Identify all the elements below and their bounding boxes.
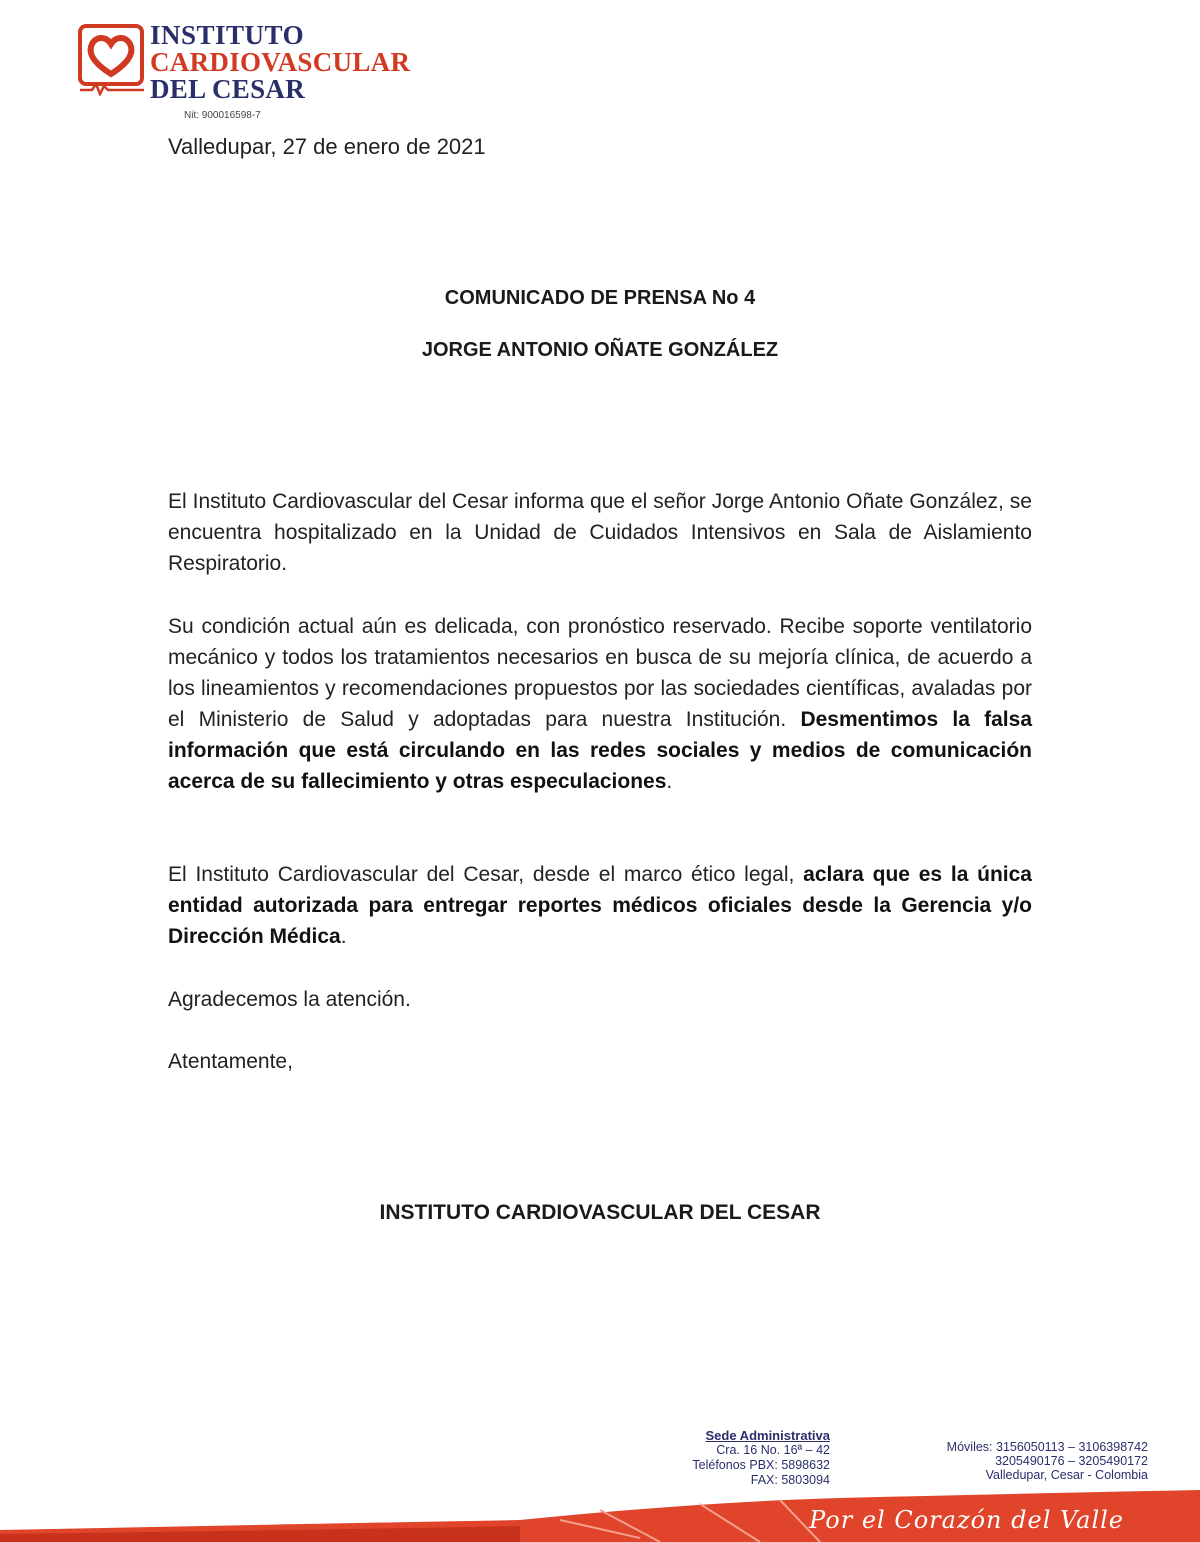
letter-date: Valledupar, 27 de enero de 2021 (168, 134, 486, 159)
paragraph-thanks: Agradecemos la atención. (168, 988, 411, 1011)
press-release-subject: JORGE ANTONIO OÑATE GONZÁLEZ (421, 339, 779, 361)
signature-institution: INSTITUTO CARDIOVASCULAR DEL CESAR (379, 1201, 821, 1224)
footer-admin-block (640, 1428, 830, 1488)
footer-admin-heading: Sede Administrativa (705, 1428, 830, 1443)
footer-phones-block (850, 1440, 1148, 1482)
logo-line-del-cesar: DEL CESAR (150, 74, 305, 104)
condition-denial-bold: Desmentimos la falsa información que está circulando en las redes sociales y medios de comunicación acerca de su fallecimiento y otras especulaciones (168, 708, 1032, 793)
closing-salutation: Atentamente, (168, 1050, 293, 1073)
paragraph-hospitalization: El Instituto Cardiovascular del Cesar informa que el señor Jorge Antonio Oñate González, se encuentra hospitalizado en la Unidad de Cuidados Intensivos en Sala de Aislamiento Respiratorio. (168, 490, 1032, 575)
authority-bold: aclara que es la única entidad autorizada para entregar reportes médicos oficiales desde la Gerencia y/o Dirección Médica (168, 863, 1032, 948)
authority-text: El Instituto Cardiovascular del Cesar, desde el marco ético legal, (168, 863, 804, 886)
footer-city: Valledupar, Cesar - Colombia (985, 1468, 1148, 1482)
footer-pbx: Teléfonos PBX: 5898632 (692, 1458, 830, 1472)
institution-logo (78, 22, 418, 132)
heart-logo-icon (78, 24, 148, 96)
footer-mobiles-2: 3205490176 – 3205490172 (995, 1454, 1148, 1468)
footer-fax: FAX: 5803094 (750, 1473, 830, 1487)
logo-line-instituto: INSTITUTO (150, 20, 305, 50)
logo-wordmark (150, 22, 410, 103)
press-release-title: COMUNICADO DE PRENSA No 4 (444, 287, 756, 309)
authority-end: . (340, 925, 347, 948)
logo-line-cardiovascular: CARDIOVASCULAR (150, 47, 411, 77)
paragraph-authority (168, 859, 1032, 952)
condition-text: Su condición actual aún es delicada, con pronóstico reservado. Recibe soporte ventilatorio mecánico y todos los tratamientos necesarios en busca de su mejoría clínica, de acuerdo a los lineamientos y recomendaciones propuestos por las sociedades científicas, avaladas por el Ministerio de Salud y adoptadas para nuestra Institución. (168, 615, 1032, 731)
footer-address: Cra. 16 No. 16ª – 42 (716, 1443, 830, 1457)
footer-mobiles-1: Móviles: 3156050113 – 3106398742 (946, 1440, 1148, 1454)
footer-slogan: Por el Corazón del Valle (809, 1506, 1124, 1534)
condition-end: . (666, 770, 673, 793)
nit-number: Nit: 900016598-7 (184, 110, 261, 121)
paragraph-condition (168, 611, 1032, 797)
